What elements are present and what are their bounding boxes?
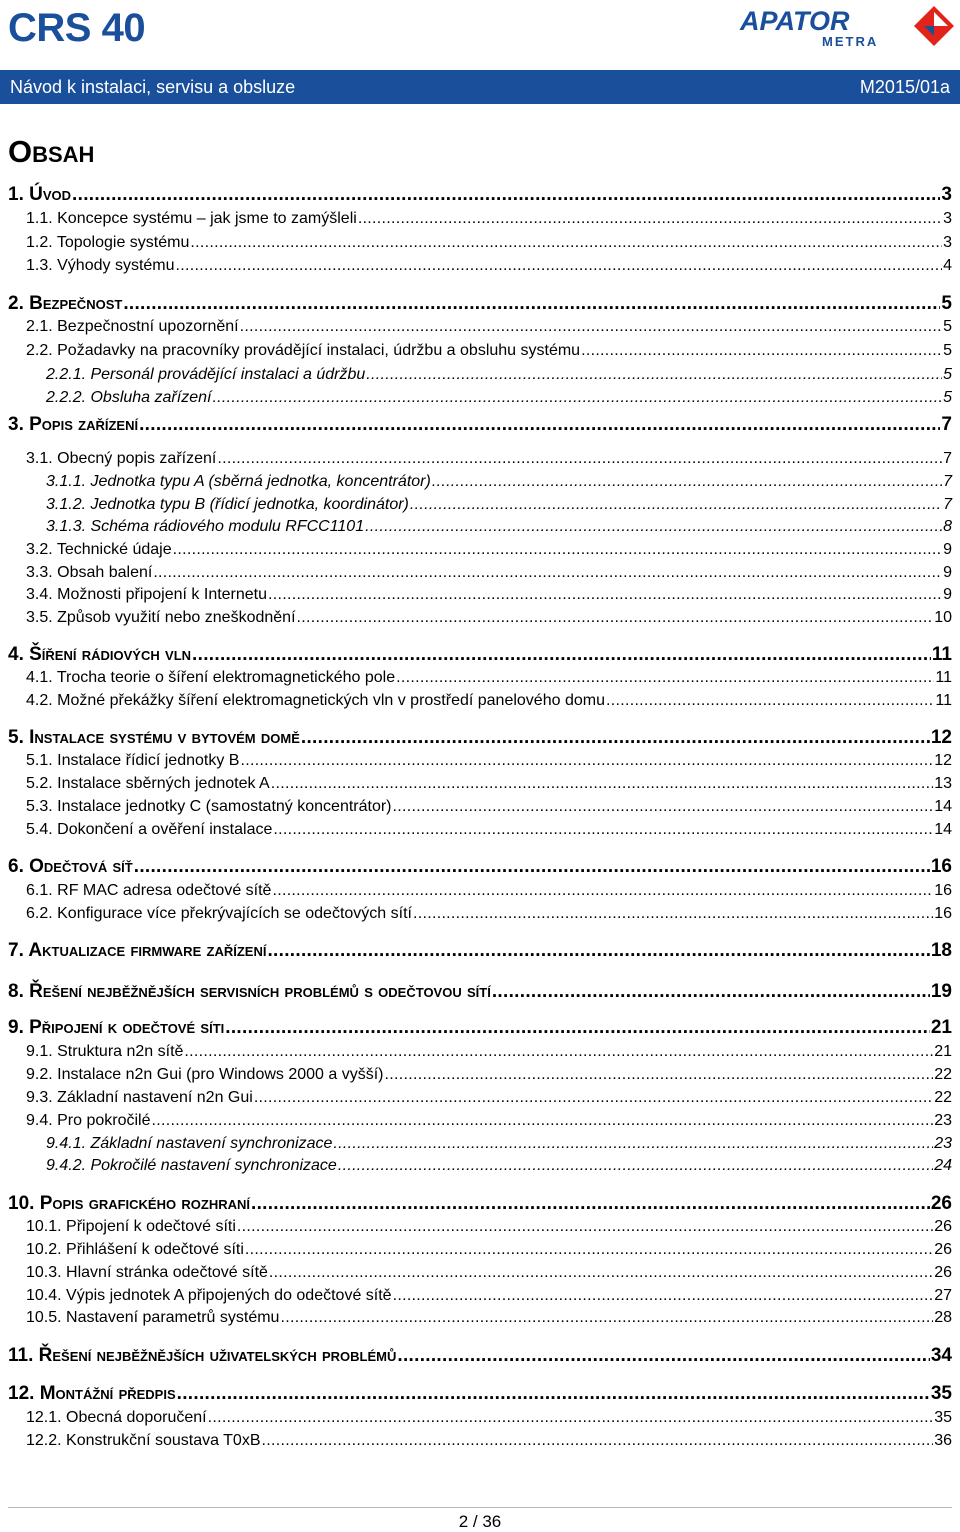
toc-label: 3.3. Obsah balení (26, 564, 153, 581)
toc-label: 12.2. Konstrukční soustava T0xB (26, 1432, 261, 1449)
toc-label: 9.2. Instalace n2n Gui (pro Windows 2000 a vyšší) (26, 1066, 384, 1083)
toc-page: 16 (930, 856, 952, 877)
toc-label: 3.5. Způsob využití nebo zneškodnění (26, 609, 296, 626)
toc-entry-3-3[interactable] (26, 564, 952, 582)
toc-page: 13 (934, 775, 952, 792)
document-code: M2015/01a (859, 77, 950, 97)
toc-page: 16 (934, 905, 952, 922)
toc-entry-9-2[interactable] (26, 1066, 952, 1084)
toc-entry-3-4[interactable] (26, 586, 952, 604)
toc-label: 5.1. Instalace řídicí jednotky B (26, 752, 240, 769)
toc-label: 4.1. Trocha teorie o šíření elektromagnetického pole (26, 669, 396, 686)
toc-label: 5. Instalace systému v bytovém domě (8, 727, 300, 748)
toc-entry-9-3[interactable] (26, 1089, 952, 1107)
toc-page: 26 (934, 1241, 952, 1258)
toc-entry-9-4-2[interactable] (46, 1157, 952, 1175)
toc-entry-12-2[interactable] (26, 1432, 952, 1450)
toc-entry-5-2[interactable] (26, 775, 952, 793)
toc-page: 9 (943, 541, 952, 558)
toc-label: 9.4.2. Pokročilé nastavení synchronizace (46, 1157, 337, 1174)
toc-entry-8[interactable] (8, 981, 952, 1003)
toc-page: 11 (935, 669, 952, 686)
toc-page: 8 (943, 518, 952, 535)
toc-entry-6-1[interactable] (26, 882, 952, 900)
toc-page: 14 (934, 821, 952, 838)
toc-entry-9-4-1[interactable] (46, 1135, 952, 1153)
toc-page: 3 (943, 210, 952, 227)
toc-page: 26 (934, 1264, 952, 1281)
document-subtitle: Návod k instalaci, servisu a obsluze (10, 77, 296, 97)
toc-page: 35 (934, 1409, 952, 1426)
toc-entry-7[interactable] (8, 940, 952, 962)
toc-label: 9.3. Základní nastavení n2n Gui (26, 1089, 253, 1106)
toc-page: 26 (934, 1218, 952, 1235)
toc-page: 7 (943, 473, 952, 490)
toc-page: 18 (930, 940, 952, 961)
toc-entry-10[interactable] (8, 1193, 952, 1215)
toc-page: 22 (934, 1089, 952, 1106)
toc-page: 21 (930, 1017, 952, 1038)
toc-entry-2[interactable] (8, 293, 952, 315)
toc-label: 12. Montážní předpis (8, 1383, 176, 1404)
toc-page: 14 (934, 798, 952, 815)
page-heading: Obsah (8, 134, 95, 169)
toc-entry-10-3[interactable] (26, 1264, 952, 1282)
apator-logo (738, 4, 956, 48)
toc-entry-11[interactable] (8, 1345, 952, 1367)
page-number: 2 / 36 (458, 1512, 502, 1531)
toc-label: 9.1. Struktura n2n sítě (26, 1043, 184, 1060)
toc-entry-3-5[interactable] (26, 609, 952, 627)
toc-label: 9. Připojení k odečtové síti (8, 1017, 225, 1038)
toc-label: 10.1. Připojení k odečtové síti (26, 1218, 236, 1235)
toc-entry-10-2[interactable] (26, 1241, 952, 1259)
toc-entry-4-1[interactable] (26, 669, 952, 687)
toc-page: 21 (934, 1043, 952, 1060)
toc-entry-1[interactable] (8, 184, 952, 206)
toc-label: 2. Bezpečnost (8, 293, 123, 314)
toc-page: 5 (943, 366, 952, 383)
toc-entry-9-1[interactable] (26, 1043, 952, 1061)
toc-entry-5[interactable] (8, 727, 952, 749)
toc-label: 10.4. Výpis jednotek A připojených do odečtové sítě (26, 1287, 392, 1304)
toc-label: 5.3. Instalace jednotky C (samostatný koncentrátor) (26, 798, 392, 815)
toc-label: 3.4. Možnosti připojení k Internetu (26, 586, 268, 603)
toc-label: 3.1.1. Jednotka typu A (sběrná jednotka, koncentrátor) (46, 473, 431, 490)
toc-label: 10. Popis grafického rozhraní (8, 1193, 250, 1214)
toc-page: 23 (934, 1112, 952, 1129)
toc-label: 6.2. Konfigurace více překrývajících se odečtových sítí (26, 905, 412, 922)
toc-page: 34 (930, 1345, 952, 1366)
toc-label: 11. Řešení nejběžnějších uživatelských problémů (8, 1345, 397, 1366)
toc-label: 2.2.2. Obsluha zařízení (46, 389, 212, 406)
toc-entry-3-2[interactable] (26, 541, 952, 559)
logo-mark-icon (914, 6, 954, 46)
toc-label: 12.1. Obecná doporučení (26, 1409, 207, 1426)
toc-page: 24 (934, 1157, 952, 1174)
toc-label: 4. Šíření rádiových vln (8, 644, 192, 665)
toc-entry-2-2-1[interactable] (46, 366, 952, 384)
toc-page: 27 (934, 1287, 952, 1304)
toc-page: 28 (934, 1309, 952, 1326)
logo-text: APATOR (740, 6, 850, 36)
toc-page: 9 (943, 564, 952, 581)
toc-entry-3[interactable] (8, 414, 952, 436)
toc-entry-2-2[interactable] (26, 342, 952, 360)
toc-label: 1.1. Koncepce systému – jak jsme to zamýšleli (26, 210, 357, 227)
toc-entry-5-1[interactable] (26, 752, 952, 770)
toc-entry-5-3[interactable] (26, 798, 952, 816)
toc-page: 5 (943, 389, 952, 406)
toc-entry-2-2-2[interactable] (46, 389, 952, 407)
toc-page: 26 (930, 1193, 952, 1214)
toc-label: 5.4. Dokončení a ověření instalace (26, 821, 273, 838)
toc-entry-4-2[interactable] (26, 692, 952, 710)
toc-entry-10-1[interactable] (26, 1218, 952, 1236)
toc-entry-3-1-3[interactable] (46, 518, 952, 536)
toc-page: 9 (943, 586, 952, 603)
toc-label: 2.2.1. Personál provádějící instalaci a údržbu (46, 366, 366, 383)
toc-label: 10.2. Přihlášení k odečtové síti (26, 1241, 244, 1258)
toc-page: 3 (943, 234, 952, 251)
toc-page: 5 (943, 318, 952, 335)
toc-page: 19 (930, 981, 952, 1002)
toc-label: 3. Popis zařízení (8, 414, 139, 435)
toc-entry-3-1[interactable] (26, 450, 952, 468)
toc-page: 23 (934, 1135, 952, 1152)
toc-label: 9.4. Pro pokročilé (26, 1112, 151, 1129)
toc-page: 36 (934, 1432, 952, 1449)
toc-label: 8. Řešení nejběžnějších servisních problémů s odečtovou sítí (8, 981, 491, 1002)
toc-page: 5 (943, 342, 952, 359)
toc-entry-3-1-1[interactable] (46, 473, 952, 491)
toc-entry-1-2[interactable] (26, 234, 952, 252)
toc-entry-10-4[interactable] (26, 1287, 952, 1305)
toc-label: 2.2. Požadavky na pracovníky provádějící instalaci, údržbu a obsluhu systému (26, 342, 581, 359)
toc-label: 3.1. Obecný popis zařízení (26, 450, 217, 467)
toc-label: 1. Úvod (8, 184, 72, 205)
toc-page: 12 (934, 752, 952, 769)
toc-label: 2.1. Bezpečnostní upozornění (26, 318, 239, 335)
toc-entry-9-4[interactable] (26, 1112, 952, 1130)
page-header (0, 0, 960, 104)
toc-page: 11 (931, 644, 952, 665)
toc-label: 9.4.1. Základní nastavení synchronizace (46, 1135, 333, 1152)
header-bar (0, 70, 960, 104)
logo-subtext: METRA (822, 34, 879, 48)
toc-label: 10.3. Hlavní stránka odečtové sítě (26, 1264, 268, 1281)
toc-entry-12-1[interactable] (26, 1409, 952, 1427)
document-title: CRS 40 (8, 6, 146, 50)
toc-entry-6[interactable] (8, 856, 952, 878)
toc-entry-2-1[interactable] (26, 318, 952, 336)
toc-label: 6. Odečtová síť (8, 856, 133, 877)
footer-divider (8, 1507, 952, 1508)
toc-entry-12[interactable] (8, 1383, 952, 1405)
toc-label: 6.1. RF MAC adresa odečtové sítě (26, 882, 272, 899)
toc-label: 5.2. Instalace sběrných jednotek A (26, 775, 270, 792)
toc-page: 4 (943, 257, 952, 274)
toc-entry-10-5[interactable] (26, 1309, 952, 1327)
toc-page: 3 (941, 184, 952, 205)
toc-label: 7. Aktualizace firmware zařízení (8, 940, 267, 961)
toc-label: 1.2. Topologie systému (26, 234, 190, 251)
toc-page: 12 (930, 727, 952, 748)
toc-label: 4.2. Možné překážky šíření elektromagnetických vln v prostředí panelového domu (26, 692, 605, 709)
toc-page: 22 (934, 1066, 952, 1083)
toc-page: 10 (934, 609, 952, 626)
toc-page: 16 (934, 882, 952, 899)
toc-label: 3.1.3. Schéma rádiového modulu RFCC1101 (46, 518, 365, 535)
toc-entry-6-2[interactable] (26, 905, 952, 923)
toc-page: 11 (935, 692, 952, 709)
toc-page: 7 (943, 450, 952, 467)
toc-page: 35 (930, 1383, 952, 1404)
toc-page: 7 (943, 496, 952, 513)
toc-label: 3.1.2. Jednotka typu B (řídicí jednotka, koordinátor) (46, 496, 409, 513)
toc-entry-9[interactable] (8, 1017, 952, 1039)
toc-entry-1-1[interactable] (26, 210, 952, 228)
toc-entry-3-1-2[interactable] (46, 496, 952, 514)
toc-entry-4[interactable] (8, 644, 952, 666)
toc-entry-1-3[interactable] (26, 257, 952, 275)
toc-page: 5 (941, 293, 952, 314)
toc-label: 10.5. Nastavení parametrů systému (26, 1309, 280, 1326)
toc-entry-5-4[interactable] (26, 821, 952, 839)
toc-label: 3.2. Technické údaje (26, 541, 172, 558)
toc-label: 1.3. Výhody systému (26, 257, 175, 274)
toc-page: 7 (941, 414, 952, 435)
